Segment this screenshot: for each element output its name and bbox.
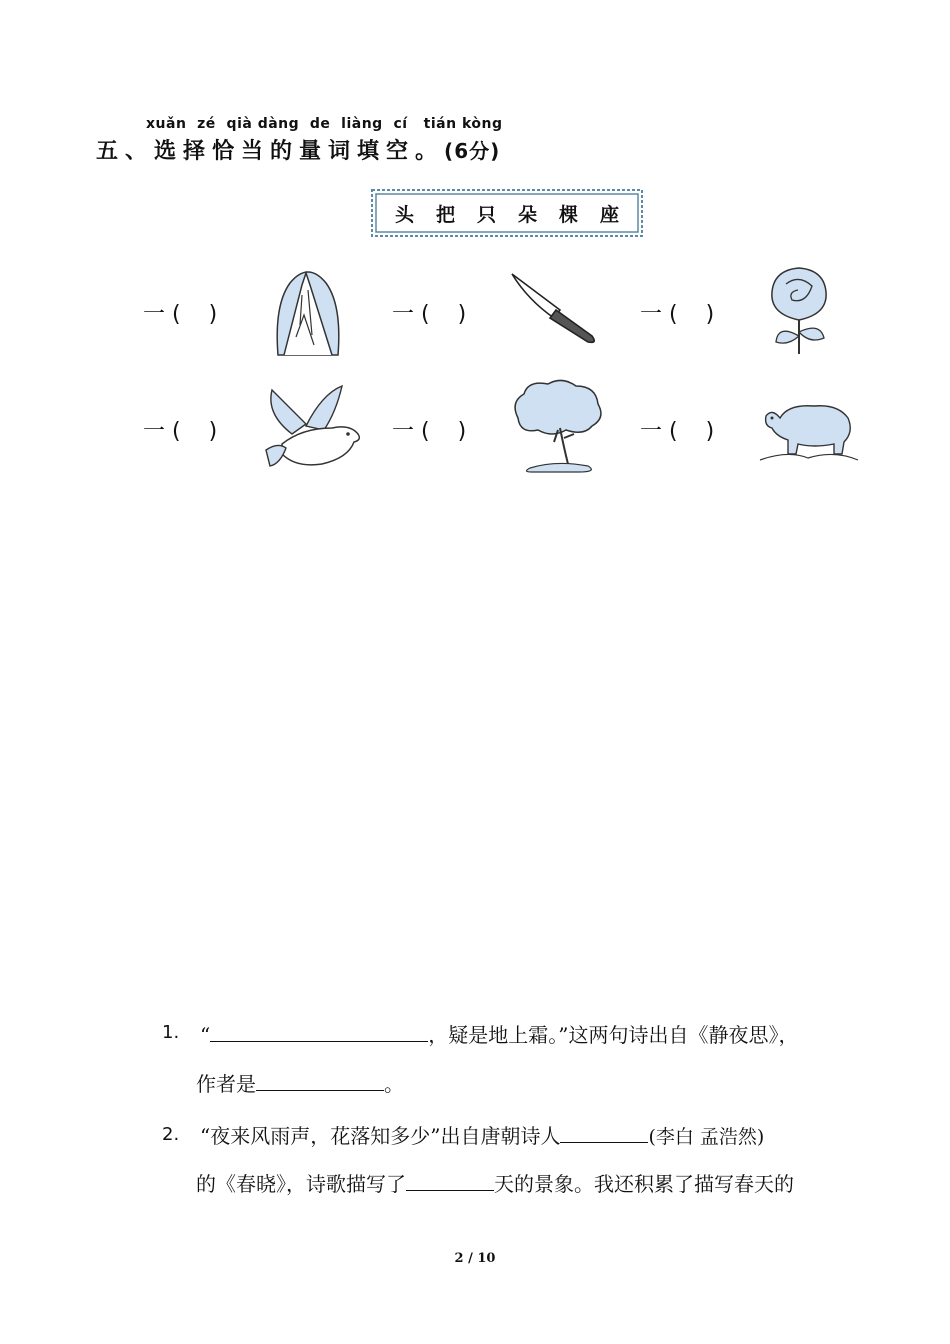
page-number: 2 / 10 xyxy=(454,1251,496,1266)
q1-line1: “ ，疑是地上霜。”这两句诗出自《静夜思》， xyxy=(200,1023,799,1047)
measure-word-box xyxy=(370,188,644,238)
word-option: 只 xyxy=(476,203,496,226)
measure-blank[interactable]: 一 ( ) xyxy=(640,419,715,444)
rose-icon xyxy=(766,264,832,358)
q1-blank-1[interactable] xyxy=(210,1021,428,1042)
measure-blank[interactable]: 一 ( ) xyxy=(392,419,467,444)
measure-blank[interactable]: 一 ( ) xyxy=(640,302,715,327)
section-pinyin: xuǎn zé qià dàng de liàng cí tián kòng xyxy=(146,116,503,132)
section-score: (6分) xyxy=(444,139,501,163)
cow-icon xyxy=(758,392,860,464)
q2-blank-2[interactable] xyxy=(406,1170,494,1191)
q2-blank-1[interactable] xyxy=(560,1122,648,1143)
knife-icon xyxy=(508,270,600,348)
word-option: 座 xyxy=(600,203,620,226)
q2-line1: “夜来风雨声，花落知多少”出自唐朝诗人 (李白 孟浩然) xyxy=(200,1124,765,1148)
mountain-icon xyxy=(272,265,344,359)
section-number: 五、 xyxy=(96,139,155,164)
section-heading xyxy=(96,134,500,165)
q1-number: 1. xyxy=(162,1022,180,1043)
measure-blank[interactable]: 一 ( ) xyxy=(392,302,467,327)
word-option: 把 xyxy=(435,203,455,226)
measure-blank[interactable]: 一 ( ) xyxy=(143,419,218,444)
section-period: 。 xyxy=(415,139,445,164)
q1-line2: 作者是 。 xyxy=(196,1072,404,1096)
word-option: 朵 xyxy=(518,203,538,226)
word-option: 头 xyxy=(394,203,414,226)
section-title: 选择恰当的量词填空 xyxy=(154,139,416,164)
q1-blank-2[interactable] xyxy=(256,1070,384,1091)
word-option: 棵 xyxy=(559,203,579,226)
q2-number: 2. xyxy=(162,1124,180,1145)
tree-icon xyxy=(508,378,604,474)
q2-line2: 的《春晓》，诗歌描写了 天的景象。我还积累了描写春天的 xyxy=(196,1172,794,1196)
measure-blank[interactable]: 一 ( ) xyxy=(143,302,218,327)
dove-icon xyxy=(262,384,366,472)
